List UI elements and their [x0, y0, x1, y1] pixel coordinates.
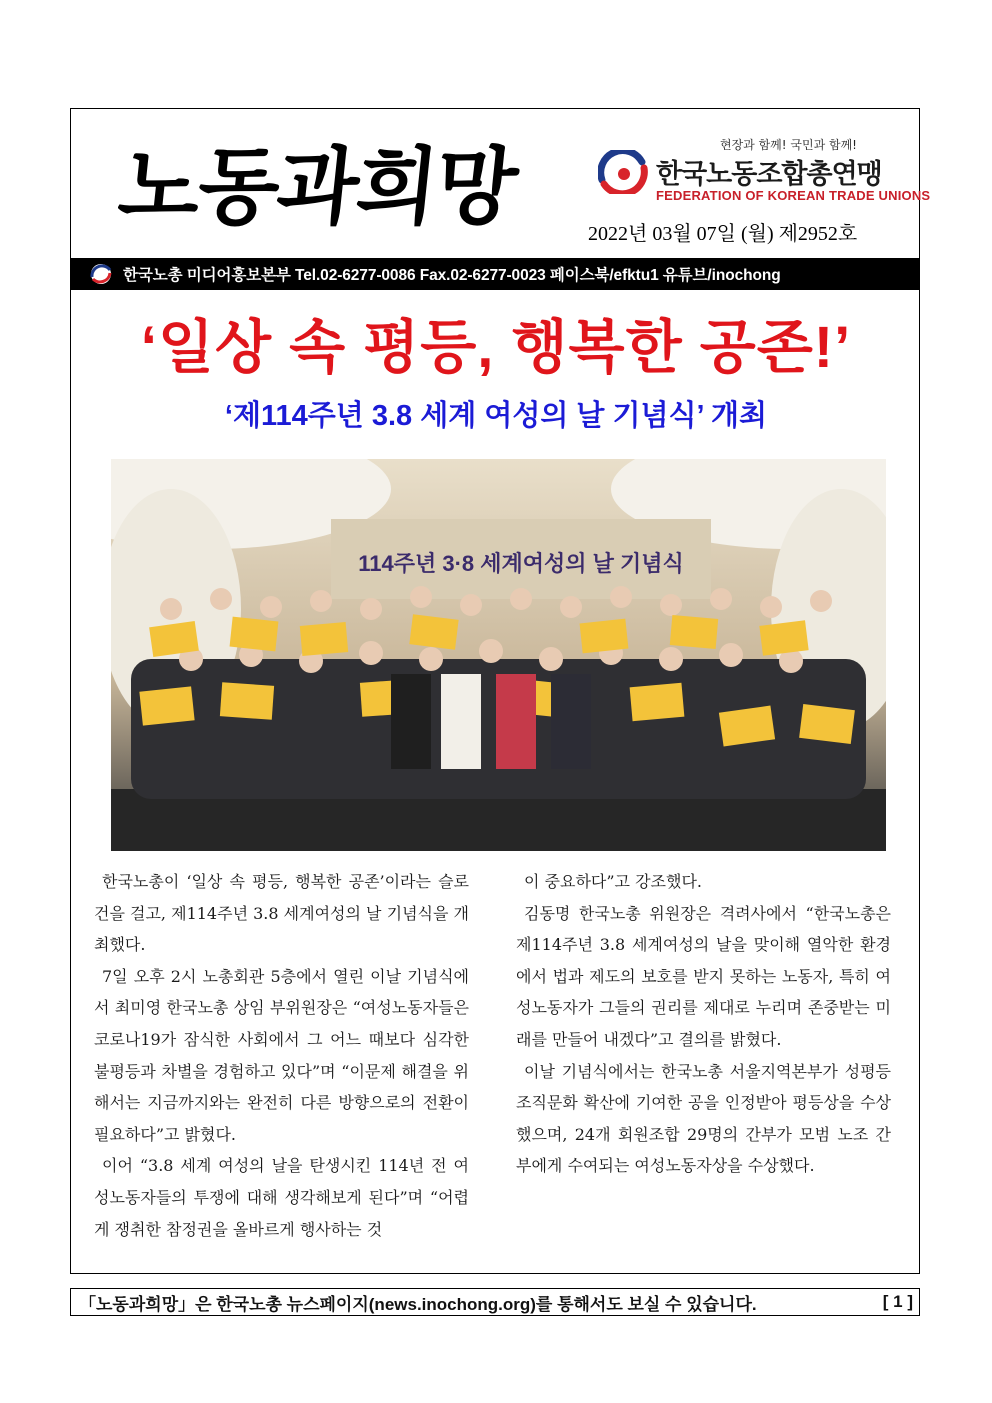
event-group-photo — [111, 459, 886, 851]
article-paragraph: 7일 오후 2시 노총회관 5층에서 열린 이날 기념식에서 최미영 한국노총 상임 부위원장은 “여성노동자들은 코로나19가 잠식한 사회에서 그 어느 때보다 심각한 불평등과 차별을 경험하고 있다”며 “이문제 해결을 위해서는 지금까지와는 완전히 다른 방향으로의 전환이 필요하다”고 밝혔다. — [94, 966, 469, 1144]
contact-info: 한국노총 미디어홍보본부 Tel.02-6277-0086 Fax.02-6277-0023 페이스북/efktu1 유튜브/inochong — [123, 267, 781, 284]
article-paragraph: 한국노총이 ‘일상 속 평등, 행복한 공존’이라는 슬로건을 걸고, 제114주년 3.8 세계여성의 날 기념식을 개최했다. — [94, 872, 469, 955]
contact-bar — [71, 258, 919, 290]
footer-notice: 「노동과희망」은 한국노총 뉴스페이지(news.inochong.org)를 통해서도 보실 수 있습니다. — [79, 1294, 757, 1314]
org-name-english: FEDERATION OF KOREAN TRADE UNIONS — [656, 188, 931, 203]
issue-date-number: 2022년 03월 07일 (월) 제2952호 — [588, 223, 858, 245]
article-paragraph: 이 중요하다”고 강조했다. — [524, 872, 702, 891]
group-photo-illustration — [111, 459, 886, 851]
org-name-korean: 한국노동조합총연맹 — [656, 159, 882, 189]
article-paragraph: 김동명 한국노총 위원장은 격려사에서 “한국노총은 제114주년 3.8 세계여성의 날을 맞이해 열악한 환경에서 법과 제도의 보호를 받지 못하는 노동자, 특히 여성노동자가 그들의 권리를 제대로 누리며 존중받는 미래를 만들어 내겠다”고 결의를 밝혔다. — [516, 903, 891, 1049]
article-paragraph: 이어 “3.8 세계 여성의 날을 탄생시킨 114년 전 여성노동자들의 투쟁에 대해 생각해보게 된다”며 “어렵게 쟁취한 참정권을 올바르게 행사하는 것 — [94, 1156, 469, 1239]
fktu-logo-icon — [598, 150, 650, 194]
article-column-left — [94, 866, 469, 1245]
article-column-right — [516, 866, 891, 1182]
newsletter-title: 노동과희망 — [114, 137, 521, 236]
headline: ‘일상 속 평등, 행복한 공존!’ — [140, 315, 852, 380]
org-slogan: 현장과 함께! 국민과 함께! — [720, 138, 857, 152]
photo-banner-text: 114주년 3·8 세계여성의 날 기념식 — [358, 551, 684, 576]
page-number: [ 1 ] — [882, 1292, 913, 1311]
subheadline: ‘제114주년 3.8 세계 여성의 날 기념식’ 개최 — [224, 400, 768, 432]
fktu-small-logo-icon — [89, 263, 113, 285]
article-paragraph: 이날 기념식에서는 한국노총 서울지역본부가 성평등 조직문화 확산에 기여한 공을 인정받아 평등상을 수상했으며, 24개 회원조합 29명의 간부가 모범 노조 간부에게 수여되는 여성노동자상을 수상했다. — [516, 1061, 891, 1176]
footer-bar — [70, 1288, 920, 1316]
